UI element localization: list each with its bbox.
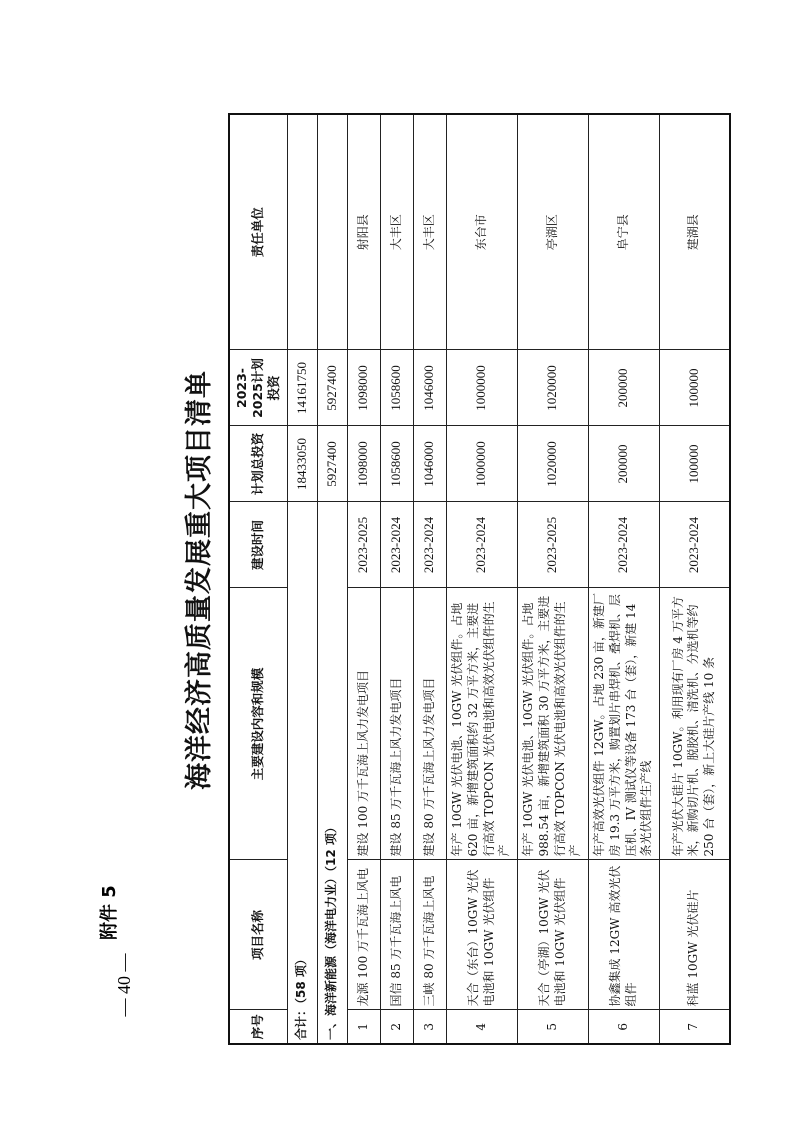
cell-period: 2023-2025 xyxy=(517,502,588,588)
cell-content: 建设 85 万千瓦海上风力发电项目 xyxy=(380,588,413,860)
section-plan-2023-2025: 5927400 xyxy=(317,350,347,426)
cell-plan: 1000000 xyxy=(446,350,517,426)
table-row xyxy=(446,114,517,1044)
cell-no: 5 xyxy=(517,1010,588,1044)
cell-period: 2023-2024 xyxy=(413,502,446,588)
cell-unit: 东台市 xyxy=(446,114,517,350)
table-row xyxy=(347,114,380,1044)
cell-content: 年产 10GW 光伏电池、10GW 光伏组件。占地 988.54 亩，新增建筑面积 30 万平方米，主要进行高效 TOPCON 光伏电池和高效光伏组件的生产 xyxy=(517,588,588,860)
cell-name: 三峡 80 万千瓦海上风电 xyxy=(413,860,446,1010)
cell-content: 年产光伏大硅片 10GW。利用现有厂房 4 万平方米，新购切片机、脱胶机、清洗机、分选机等约 250 台（套），新上大硅片产线 10 条 xyxy=(659,588,730,860)
cell-content: 年产 10GW 光伏电池、10GW 光伏组件。占地 620 亩，新增建筑面积约 32 万平方米，主要进行高效 TOPCON 光伏电池和高效光伏组件的生产 xyxy=(446,588,517,860)
header-no: 序号 xyxy=(229,1010,287,1044)
cell-unit: 亭湖区 xyxy=(517,114,588,350)
cell-plan: 1020000 xyxy=(517,350,588,426)
rotated-content xyxy=(180,115,717,1045)
cell-no: 6 xyxy=(588,1010,659,1044)
table-row xyxy=(517,114,588,1044)
cell-plan: 100000 xyxy=(659,350,730,426)
section-label: 一、海洋新能源（海洋电力业）（12 项） xyxy=(317,502,347,1044)
header-row xyxy=(229,114,287,1044)
cell-name: 国信 85 万千瓦海上风电 xyxy=(380,860,413,1010)
cell-unit: 建湖县 xyxy=(659,114,730,350)
cell-total-plan: 1058600 xyxy=(380,426,413,502)
cell-name: 龙源 100 万千瓦海上风电 xyxy=(347,860,380,1010)
cell-total-plan: 1098000 xyxy=(347,426,380,502)
cell-content: 建设 80 万千瓦海上风力发电项目 xyxy=(413,588,446,860)
summary-row xyxy=(287,114,317,1044)
appendix-label: 附件 5 xyxy=(99,885,120,940)
cell-name: 协鑫集成 12GW 高效光伏组件 xyxy=(588,860,659,1010)
cell-plan: 1046000 xyxy=(413,350,446,426)
summary-label: 合计：（58 项） xyxy=(287,502,317,1044)
cell-name: 科蓝 10GW 光伏硅片 xyxy=(659,860,730,1010)
summary-plan-2023-2025: 14161750 xyxy=(287,350,317,426)
cell-period: 2023-2025 xyxy=(347,502,380,588)
header-period: 建设时间 xyxy=(229,502,287,588)
section-unit xyxy=(317,114,347,350)
cell-no: 3 xyxy=(413,1010,446,1044)
cell-content: 建设 100 万千瓦海上风力发电项目 xyxy=(347,588,380,860)
section-row xyxy=(317,114,347,1044)
cell-no: 7 xyxy=(659,1010,730,1044)
cell-unit: 大丰区 xyxy=(413,114,446,350)
cell-period: 2023-2024 xyxy=(446,502,517,588)
cell-unit: 阜宁县 xyxy=(588,114,659,350)
cell-name: 天合（东台）10GW 光伏电池和 10GW 光伏组件 xyxy=(446,860,517,1010)
summary-total-plan: 18433050 xyxy=(287,426,317,502)
table-row xyxy=(659,114,730,1044)
cell-total-plan: 100000 xyxy=(659,426,730,502)
header-plan-2023-2025: 2023-2025计划投资 xyxy=(229,350,287,426)
cell-total-plan: 1020000 xyxy=(517,426,588,502)
cell-plan: 1058600 xyxy=(380,350,413,426)
summary-unit xyxy=(287,114,317,350)
cell-name: 天合（亭湖）10GW 光伏电池和 10GW 光伏组件 xyxy=(517,860,588,1010)
cell-period: 2023-2024 xyxy=(380,502,413,588)
cell-plan: 200000 xyxy=(588,350,659,426)
cell-no: 4 xyxy=(446,1010,517,1044)
cell-period: 2023-2024 xyxy=(659,502,730,588)
cell-period: 2023-2024 xyxy=(588,502,659,588)
table-row xyxy=(413,114,446,1044)
cell-total-plan: 200000 xyxy=(588,426,659,502)
cell-no: 2 xyxy=(380,1010,413,1044)
cell-plan: 1098000 xyxy=(347,350,380,426)
header-content: 主要建设内容和规模 xyxy=(229,588,287,860)
header-total-plan: 计划总投资 xyxy=(229,426,287,502)
cell-unit: 射阳县 xyxy=(347,114,380,350)
cell-no: 1 xyxy=(347,1010,380,1044)
header-unit: 责任单位 xyxy=(229,114,287,350)
table-row xyxy=(588,114,659,1044)
header-name: 项目名称 xyxy=(229,860,287,1010)
cell-unit: 大丰区 xyxy=(380,114,413,350)
section-total-plan: 5927400 xyxy=(317,426,347,502)
project-table xyxy=(228,113,731,1045)
cell-total-plan: 1046000 xyxy=(413,426,446,502)
table-row xyxy=(380,114,413,1044)
cell-total-plan: 1000000 xyxy=(446,426,517,502)
page-number: — 40 — xyxy=(114,953,134,1017)
cell-content: 年产高效光伏组件 12GW。占地 230 亩，新建厂房 19.3 万平方米，购置划片串焊机、叠焊机、层压机、IV 测试仪等设备 173 台（套），新建 14 条光伏组件生产线 xyxy=(588,588,659,860)
page-title: 海洋经济高质量发展重大项目清单 xyxy=(184,370,215,790)
